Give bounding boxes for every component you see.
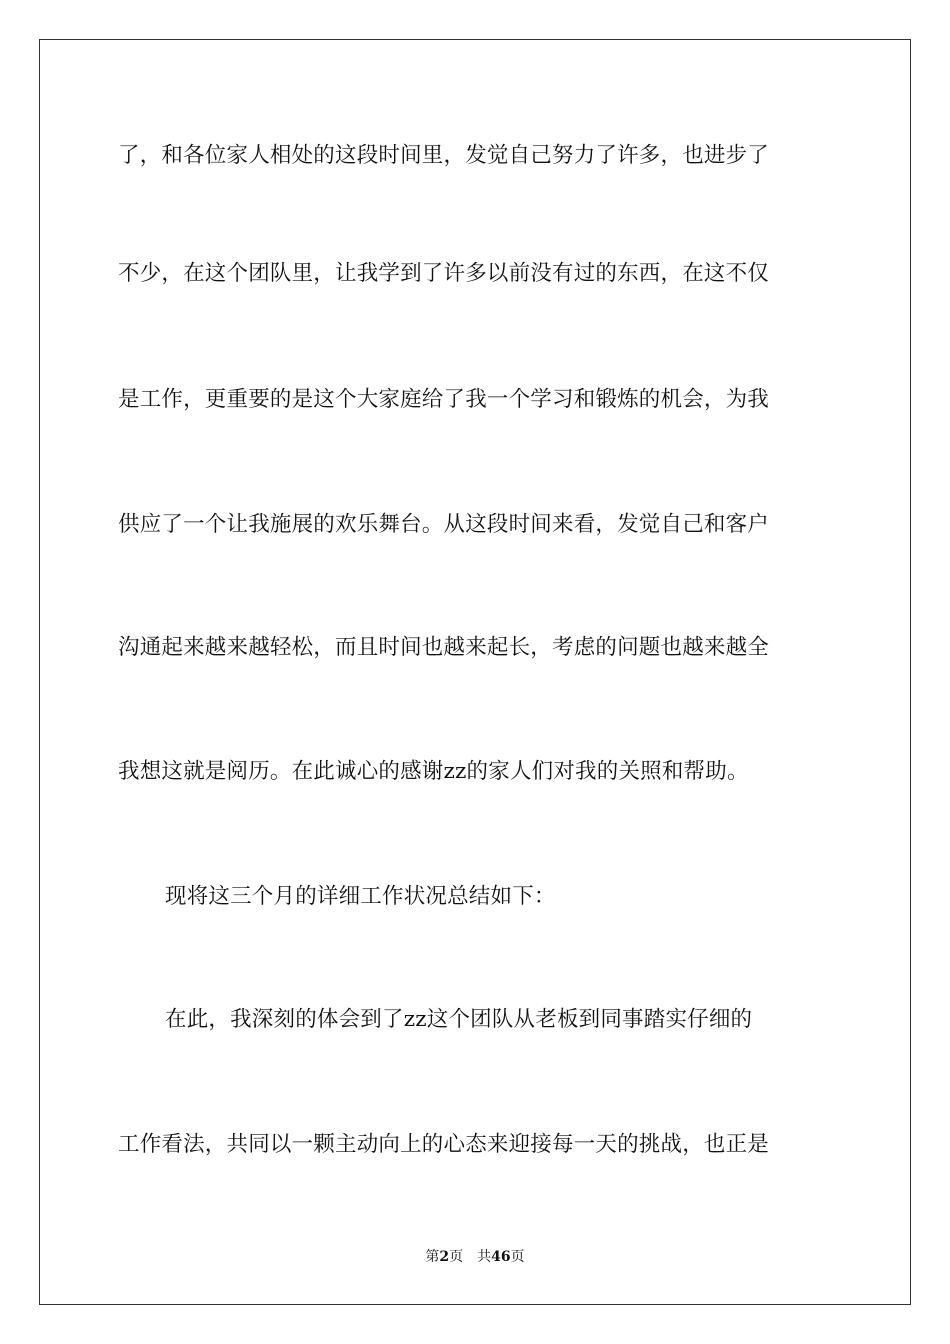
total-pages: 46 bbox=[491, 1249, 511, 1265]
page-footer bbox=[0, 1248, 950, 1266]
text-line-6: 我想这就是阅历。在此诚心的感谢zz的家人们对我的关照和帮助。 bbox=[118, 759, 749, 784]
page-border bbox=[39, 39, 911, 1305]
text-line-3: 是工作，更重要的是这个大家庭给了我一个学习和锻炼的机会，为我 bbox=[118, 387, 770, 412]
page-suffix: 页 bbox=[449, 1249, 464, 1265]
page-number: 2 bbox=[439, 1249, 450, 1265]
text-line-1: 了，和各位家人相处的这段时间里，发觉自己努力了许多，也进步了 bbox=[118, 143, 770, 168]
total-prefix: 共 bbox=[477, 1249, 492, 1265]
text-line-9: 工作看法，共同以一颗主动向上的心态来迎接每一天的挑战，也正是 bbox=[118, 1132, 770, 1157]
text-line-5: 沟通起来越来越轻松，而且时间也越来起长，考虑的问题也越来越全 bbox=[118, 635, 770, 660]
text-line-7: 现将这三个月的详细工作状况总结如下： bbox=[165, 884, 556, 909]
total-suffix: 页 bbox=[510, 1249, 525, 1265]
page-prefix: 第 bbox=[425, 1249, 440, 1265]
text-line-4: 供应了一个让我施展的欢乐舞台。从这段时间来看，发觉自己和客户 bbox=[118, 512, 770, 537]
text-line-8: 在此，我深刻的体会到了zz这个团队从老板到同事踏实仔细的 bbox=[165, 1007, 753, 1032]
text-line-2: 不少，在这个团队里，让我学到了许多以前没有过的东西，在这不仅 bbox=[118, 261, 770, 286]
